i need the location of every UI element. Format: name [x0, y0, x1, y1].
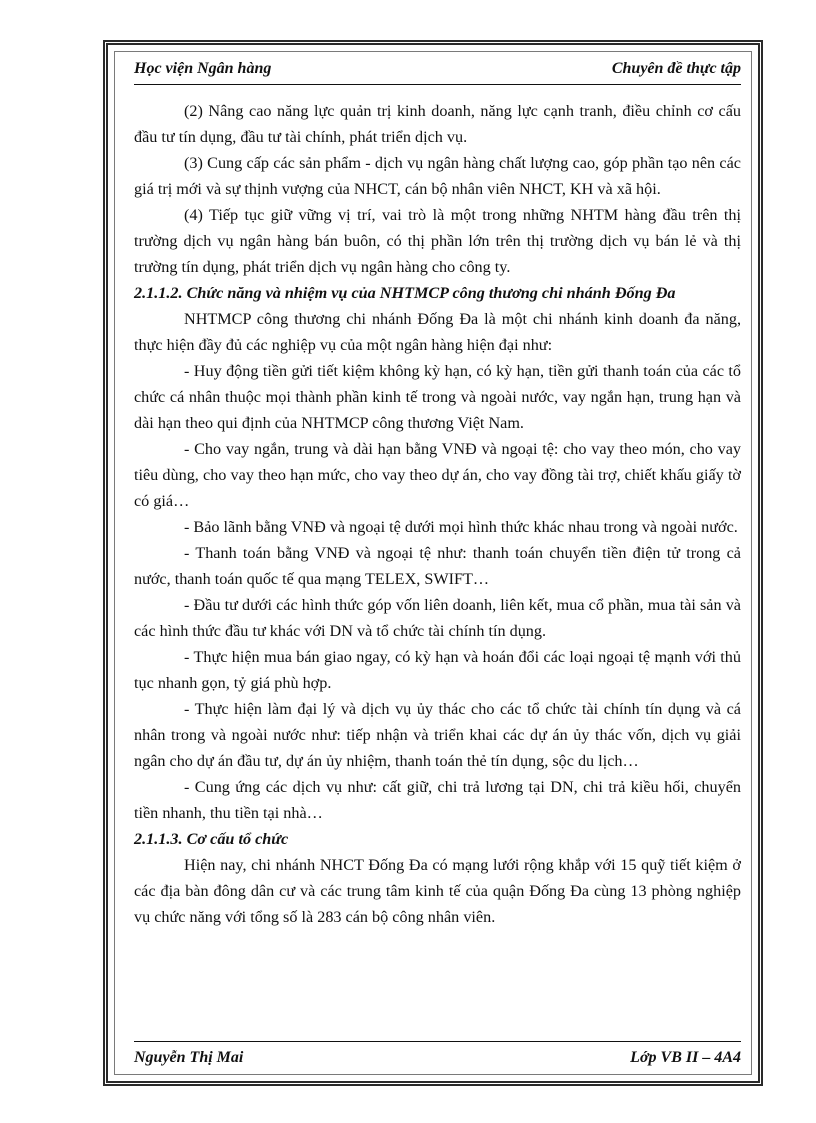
list-item: - Bảo lãnh bằng VNĐ và ngoại tệ dưới mọi hình thức khác nhau trong và ngoài nước.: [184, 518, 738, 536]
page-footer: [134, 1049, 741, 1067]
footer-author: Nguyễn Thị Mai: [134, 1049, 244, 1066]
paragraph: (3) Cung cấp các sản phẩm - dịch vụ ngân hàng chất lượng cao, góp phần tạo nên các giá trị mới và sự thịnh vượng của NHCT, cán bộ nhân viên NHCT, KH và xã hội.: [134, 154, 741, 198]
page-content: [134, 98, 741, 930]
section-heading: 2.1.1.2. Chức năng và nhiệm vụ của NHTMCP công thương chi nhánh Đống Đa: [134, 284, 676, 302]
list-item: - Thực hiện làm đại lý và dịch vụ ủy thác cho các tổ chức tài chính tín dụng và cá nhân trong và ngoài nước như: tiếp nhận và triển khai các dự án ủy thác vốn, dịch vụ giải ngân cho dự án đầu tư, dự án ủy nhiệm, thanh toán thẻ tín dụng, sộc du lịch…: [134, 700, 741, 770]
section-heading: 2.1.1.3. Cơ cấu tổ chức: [134, 830, 289, 848]
paragraph: NHTMCP công thương chi nhánh Đống Đa là một chi nhánh kinh doanh đa năng, thực hiện đầy đủ các nghiệp vụ của một ngân hàng hiện đại như:: [134, 310, 741, 354]
list-item: - Đầu tư dưới các hình thức góp vốn liên doanh, liên kết, mua cổ phần, mua tài sản và các hình thức đầu tư khác với DN và tổ chức tài chính tín dụng.: [134, 596, 741, 640]
paragraph: (4) Tiếp tục giữ vững vị trí, vai trò là một trong những NHTM hàng đầu trên thị trường dịch vụ ngân hàng bán buôn, có thị phần lớn trên thị trường dịch vụ bán lẻ và thị trường tín dụng, phát triển dịch vụ ngân hàng cho công ty.: [134, 206, 741, 276]
list-item: - Huy động tiền gửi tiết kiệm không kỳ hạn, có kỳ hạn, tiền gửi thanh toán của các tổ chức cá nhân thuộc mọi thành phần kinh tế trong và ngoài nước, vay ngắn hạn, trung hạn và dài hạn theo qui định của NHTMCP công thương Việt Nam.: [134, 362, 741, 432]
footer-divider: [134, 1041, 741, 1042]
paragraph: (2) Nâng cao năng lực quản trị kinh doanh, năng lực cạnh tranh, điều chỉnh cơ cấu đầu tư tín dụng, đầu tư tài chính, phát triển dịch vụ.: [134, 102, 741, 146]
footer-class: Lớp VB II – 4A4: [630, 1049, 741, 1066]
list-item: - Cung ứng các dịch vụ như: cất giữ, chi trả lương tại DN, chi trả kiều hối, chuyển tiền nhanh, thu tiền tại nhà…: [134, 778, 741, 822]
header-document-type: Chuyên đề thực tập: [611, 60, 741, 77]
page-header: [134, 60, 741, 78]
paragraph: Hiện nay, chi nhánh NHCT Đống Đa có mạng lưới rộng khắp với 15 quỹ tiết kiệm ở các địa bàn đông dân cư và các trung tâm kinh tế của quận Đống Đa cùng 13 phòng nghiệp vụ chức năng với tổng số là 283 cán bộ công nhân viên.: [134, 856, 741, 926]
header-institution: Học viện Ngân hàng: [134, 60, 272, 77]
list-item: - Thanh toán bằng VNĐ và ngoại tệ như: thanh toán chuyển tiền điện tử trong cả nước, thanh toán quốc tế qua mạng TELEX, SWIFT…: [134, 544, 741, 588]
list-item: - Cho vay ngắn, trung và dài hạn bằng VNĐ và ngoại tệ: cho vay theo món, cho vay tiêu dùng, cho vay theo hạn mức, cho vay theo dự án, cho vay đồng tài trợ, chiết khấu giấy tờ có giá…: [134, 440, 741, 510]
list-item: - Thực hiện mua bán giao ngay, có kỳ hạn và hoán đổi các loại ngoại tệ mạnh với thủ tục nhanh gọn, tỷ giá phù hợp.: [134, 648, 741, 692]
header-divider: [134, 84, 741, 85]
